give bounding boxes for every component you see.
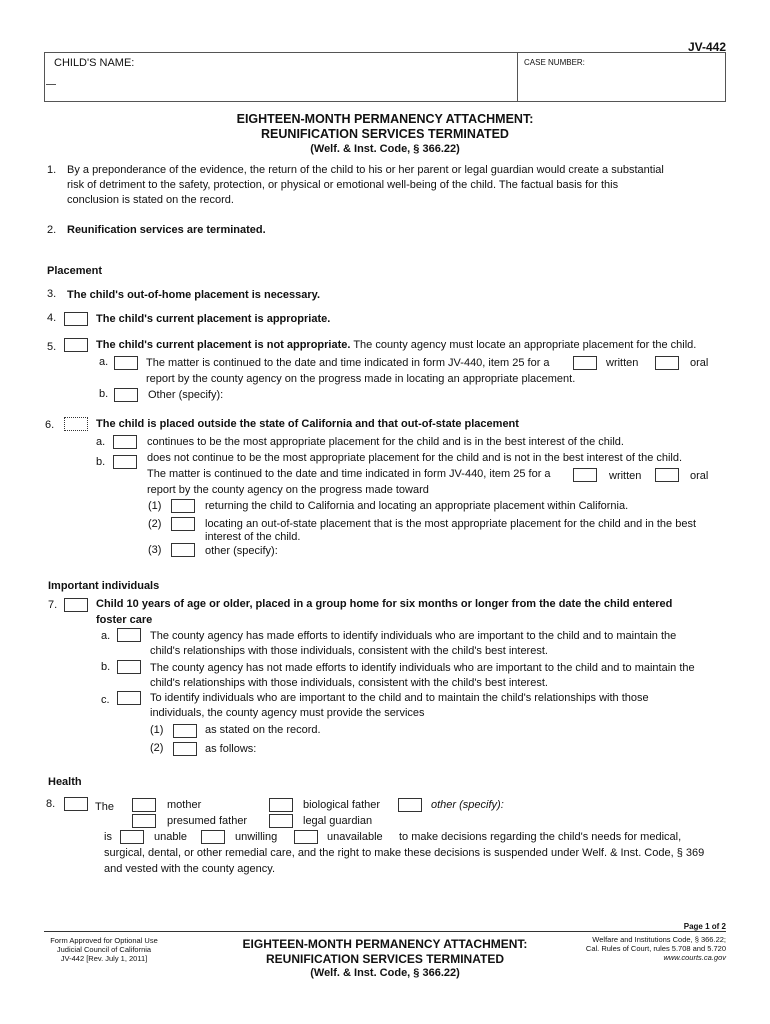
title-line3: (Welf. & Inst. Code, § 366.22) <box>310 143 460 155</box>
health-heading: Health <box>48 776 82 788</box>
item7c1-text: as stated on the record. <box>205 724 321 736</box>
item8-other-checkbox[interactable] <box>398 798 422 812</box>
item5b-letter: b. <box>99 388 109 400</box>
item6a-checkbox[interactable] <box>113 435 137 449</box>
item7a-checkbox[interactable] <box>117 628 141 642</box>
case-number-label: CASE NUMBER: <box>524 58 585 67</box>
footer-title2: REUNIFICATION SERVICES TERMINATED <box>265 952 504 966</box>
item5-number: 5. <box>47 341 57 353</box>
childs-name-field[interactable] <box>56 66 511 96</box>
page-number: Page 1 of 2 <box>683 922 726 931</box>
item6b2-line1: locating an out-of-state placement that is the most appropriate placement for the child and in the best <box>205 518 697 530</box>
item5a-oral-checkbox[interactable] <box>655 356 679 370</box>
item6b-oral-label: oral <box>690 470 709 482</box>
item8-presumed: presumed father <box>167 815 248 827</box>
case-number-field[interactable] <box>524 68 720 98</box>
footer-left2: Judicial Council of California <box>56 945 152 954</box>
item5a-written-checkbox[interactable] <box>573 356 597 370</box>
item7c-line1: To identify individuals who are important to the child and to maintain the child's relationships with those <box>150 692 649 704</box>
childs-name-label: CHILD'S NAME: <box>54 57 135 69</box>
footer-right1: Welfare and Institutions Code, § 366.22; <box>592 935 726 944</box>
item2-number: 2. <box>47 224 57 236</box>
item7-checkbox[interactable] <box>64 598 88 612</box>
item6b-line2: The matter is continued to the date and time indicated in form JV-440, item 25 for a <box>147 468 551 480</box>
item6-number: 6. <box>45 419 55 431</box>
footer-right3[interactable]: www.courts.ca.gov <box>663 953 726 962</box>
item5b-text: Other (specify): <box>148 389 224 401</box>
item7c1-number: (1) <box>150 724 164 736</box>
footer-title3: (Welf. & Inst. Code, § 366.22) <box>310 967 460 979</box>
item8-mother-checkbox[interactable] <box>132 798 156 812</box>
item8-the: The <box>95 801 114 813</box>
item7c-line2: individuals, the county agency must provide the services <box>150 707 425 719</box>
item8-line2: surgical, dental, or other remedial care, and the right to make these decisions is suspended under Welf. & Inst. Code, § 369 <box>104 847 705 859</box>
item1-line1: By a preponderance of the evidence, the return of the child to his or her parent or legal guardian would create a substantial <box>67 164 664 176</box>
item6-text: The child is placed outside the state of California and that out-of-state placement <box>96 418 519 430</box>
item8-line3: and vested with the county agency. <box>104 863 276 875</box>
item5a-written-label: written <box>606 357 639 369</box>
item1-number: 1. <box>47 164 57 176</box>
item6b-checkbox[interactable] <box>113 455 137 469</box>
item6b3-checkbox[interactable] <box>171 543 195 557</box>
item7c1-checkbox[interactable] <box>173 724 197 738</box>
header-mark <box>46 84 56 85</box>
item5a-line2: report by the county agency on the progress made in locating an appropriate placement. <box>146 373 576 385</box>
item7a-line1: The county agency has made efforts to identify individuals who are important to the child and to maintain the <box>150 630 677 642</box>
item5a-text: The matter is continued to the date and time indicated in form JV-440, item 25 for a <box>146 357 550 369</box>
item7c-checkbox[interactable] <box>117 691 141 705</box>
item7b-letter: b. <box>101 661 111 673</box>
item5a-checkbox[interactable] <box>114 356 138 370</box>
item4-number: 4. <box>47 312 57 324</box>
item8-tail1: to make decisions regarding the child's needs for medical, <box>399 831 682 843</box>
item6b-written-label: written <box>609 470 642 482</box>
item7-line1: Child 10 years of age or older, placed in a group home for six months or longer from the date the child entered <box>96 598 673 610</box>
item5a-oral-label: oral <box>690 357 709 369</box>
title-line2: REUNIFICATION SERVICES TERMINATED <box>261 127 509 141</box>
item7b-line1: The county agency has not made efforts to identify individuals who are important to the child and to maintain the <box>150 662 695 674</box>
item7c2-number: (2) <box>150 742 164 754</box>
item7a-letter: a. <box>101 630 111 642</box>
footer-rule <box>44 931 726 932</box>
item8-unwilling: unwilling <box>235 831 278 843</box>
item8-is: is <box>104 831 112 843</box>
header-divider <box>517 52 518 102</box>
footer-left1: Form Approved for Optional Use <box>50 936 158 945</box>
placement-heading: Placement <box>47 265 103 277</box>
item8-other: other (specify): <box>431 799 504 811</box>
footer-right2: Cal. Rules of Court, rules 5.708 and 5.720 <box>585 944 726 953</box>
item8-bio-father-checkbox[interactable] <box>269 798 293 812</box>
item6b-letter: b. <box>96 456 106 468</box>
item7-number: 7. <box>48 599 58 611</box>
item6b1-number: (1) <box>148 500 162 512</box>
item7a-line2: child's relationships with those individuals, consistent with the child's best interest. <box>150 645 548 657</box>
item7b-line2: child's relationships with those individuals, consistent with the child's best interest. <box>150 677 548 689</box>
item6b-written-checkbox[interactable] <box>573 468 597 482</box>
item4-text: The child's current placement is appropriate. <box>96 313 331 325</box>
item8-unwilling-checkbox[interactable] <box>201 830 225 844</box>
item8-mother: mother <box>167 799 202 811</box>
item6-checkbox[interactable] <box>64 417 88 431</box>
item8-guardian: legal guardian <box>303 815 373 827</box>
item5-checkbox[interactable] <box>64 338 88 352</box>
item8-bio-father: biological father <box>303 799 381 811</box>
footer-left3: JV-442 [Rev. July 1, 2011] <box>60 954 148 963</box>
item6b2-number: (2) <box>148 518 162 530</box>
item1-line2: risk of detriment to the safety, protection, or physical or emotional well-being of the child. The factual basis for this <box>67 179 619 191</box>
item1-line3: conclusion is stated on the record. <box>67 194 234 206</box>
item8-presumed-checkbox[interactable] <box>132 814 156 828</box>
item7c2-text: as follows: <box>205 743 257 755</box>
item6b-line1: does not continue to be the most appropriate placement for the child and is not in the best interest of the child. <box>147 452 683 464</box>
item7c2-checkbox[interactable] <box>173 742 197 756</box>
item8-unable: unable <box>154 831 188 843</box>
item4-checkbox[interactable] <box>64 312 88 326</box>
title-line1: EIGHTEEN-MONTH PERMANENCY ATTACHMENT: <box>236 112 534 126</box>
item6b-oral-checkbox[interactable] <box>655 468 679 482</box>
item8-unavailable-checkbox[interactable] <box>294 830 318 844</box>
item8-guardian-checkbox[interactable] <box>269 814 293 828</box>
item7-line2: foster care <box>96 614 153 626</box>
item6a-text: continues to be the most appropriate placement for the child and is in the best interest of the child. <box>147 436 624 448</box>
item5-rest: The county agency must locate an appropriate placement for the child. <box>353 339 697 351</box>
item5-bold: The child's current placement is not appropriate. <box>96 339 351 351</box>
item3-text: The child's out-of-home placement is necessary. <box>67 289 321 301</box>
item7c-letter: c. <box>101 694 110 706</box>
item8-number: 8. <box>46 798 56 810</box>
item6b1-text: returning the child to California and locating an appropriate placement within California. <box>205 500 629 512</box>
item5a-letter: a. <box>99 356 109 368</box>
item2-text: Reunification services are terminated. <box>67 224 266 236</box>
important-heading: Important individuals <box>48 580 160 592</box>
item5b-checkbox[interactable] <box>114 388 138 402</box>
item7b-checkbox[interactable] <box>117 660 141 674</box>
item3-number: 3. <box>47 288 57 300</box>
item6b2-line2: interest of the child. <box>205 531 301 543</box>
item8-unavailable: unavailable <box>327 831 383 843</box>
item8-checkbox[interactable] <box>64 797 88 811</box>
item6b-line3: report by the county agency on the progress made toward <box>147 484 429 496</box>
footer-title1: EIGHTEEN-MONTH PERMANENCY ATTACHMENT: <box>242 937 528 951</box>
item6b2-checkbox[interactable] <box>171 517 195 531</box>
item6b3-number: (3) <box>148 544 162 556</box>
form-id: JV-442 <box>687 40 726 54</box>
item6a-letter: a. <box>96 436 106 448</box>
item6b3-text: other (specify): <box>205 545 278 557</box>
item8-unable-checkbox[interactable] <box>120 830 144 844</box>
item6b1-checkbox[interactable] <box>171 499 195 513</box>
